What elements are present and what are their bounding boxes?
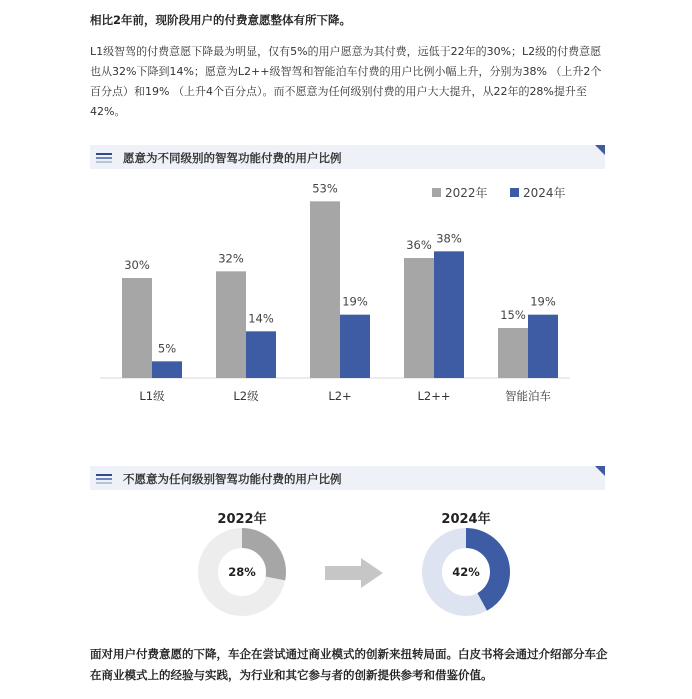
donut-year-2024: 2024年 bbox=[441, 512, 491, 527]
bar-L1级-2022年 bbox=[122, 278, 152, 378]
section-title: 不愿意为任何级别智驾功能付费的用户比例 bbox=[123, 472, 342, 486]
x-tick-label: L2级 bbox=[233, 389, 259, 403]
data-label: 19% bbox=[530, 294, 556, 309]
data-label: 53% bbox=[312, 181, 338, 196]
bar-L2级-2022年 bbox=[216, 271, 246, 378]
bar-L2+-2022年 bbox=[310, 201, 340, 378]
data-label: 14% bbox=[248, 311, 274, 326]
intro-paragraph: L1级智驾的付费意愿下降最为明显，仅有5%的用户愿意为其付费，远低于22年的30%；L2级的付费意愿也从32%下降到14%；愿意为L2++级智驾和智能泊车付费的用户比例小幅上升，分别为38% （上升2个百分点）和19% （上升4个百分点）。而不愿意为任何级别付费的用户大大提升，从22年的28%提升至42%。 bbox=[90, 45, 602, 118]
x-tick-label: 智能泊车 bbox=[505, 389, 551, 403]
donut-year-2022: 2022年 bbox=[217, 512, 267, 527]
data-label: 38% bbox=[436, 231, 462, 246]
data-label: 5% bbox=[157, 341, 177, 356]
legend-label: 2022年 bbox=[445, 186, 488, 200]
intro-heading: 相比2年前，现阶段用户的付费意愿整体有所下降。 bbox=[90, 13, 351, 27]
data-label: 36% bbox=[406, 238, 432, 252]
data-label: 32% bbox=[218, 251, 244, 266]
outro-paragraph: 面对用户付费意愿的下降，车企在尝试通过商业模式的创新来扭转局面。白皮书将会通过介绍部分车企在商业模式上的经验与实践，为行业和其它参与者的创新提供参考和借鉴价值。 bbox=[90, 647, 608, 682]
section-header-paying bbox=[90, 145, 605, 169]
bar-L2级-2024年 bbox=[246, 331, 276, 378]
donut-2022 bbox=[197, 527, 287, 617]
x-tick-label: L2+ bbox=[328, 389, 352, 403]
bar-L2++-2022年 bbox=[404, 258, 434, 378]
x-tick-label: L2++ bbox=[417, 389, 451, 403]
x-tick-label: L1级 bbox=[139, 389, 165, 403]
section-title: 愿意为不同级别的智驾功能付费的用户比例 bbox=[123, 151, 342, 165]
donut-label: 28% bbox=[228, 565, 256, 579]
donut-label: 42% bbox=[452, 565, 480, 579]
bar-L2++-2024年 bbox=[434, 251, 464, 378]
section-bars-icon bbox=[96, 474, 112, 486]
corner-triangle-icon bbox=[595, 145, 605, 155]
legend-swatch-2024 bbox=[510, 188, 519, 197]
legend-label: 2024年 bbox=[523, 186, 566, 200]
bar-智能泊车-2024年 bbox=[528, 315, 558, 378]
bar-L1级-2024年 bbox=[152, 361, 182, 378]
arrow-right-icon bbox=[325, 558, 383, 588]
data-label: 30% bbox=[124, 258, 150, 272]
data-label: 15% bbox=[500, 308, 526, 322]
section-bars-icon bbox=[96, 153, 112, 165]
corner-triangle-icon bbox=[595, 466, 605, 476]
data-label: 19% bbox=[342, 294, 368, 309]
bar-智能泊车-2022年 bbox=[498, 328, 528, 378]
bar-chart bbox=[90, 175, 600, 415]
donut-2024 bbox=[421, 527, 511, 617]
legend-swatch-2022 bbox=[432, 188, 441, 197]
bar-L2+-2024年 bbox=[340, 315, 370, 378]
section-header-not-paying bbox=[90, 466, 605, 490]
